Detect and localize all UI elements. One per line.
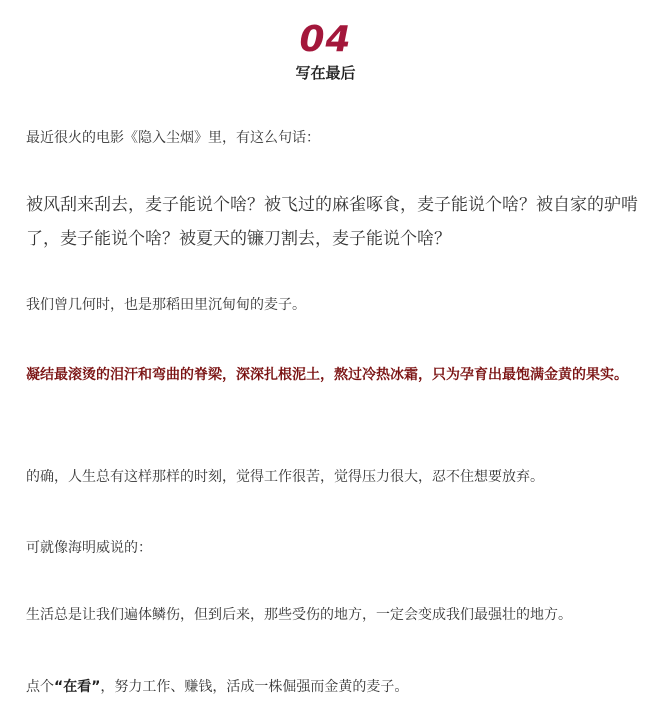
- paragraph-hemingway-intro: 可就像海明威说的：: [26, 540, 152, 556]
- section-title: 写在最后: [295, 64, 356, 82]
- paragraph-closing: [26, 677, 638, 697]
- section-number: 04: [299, 19, 352, 60]
- paragraph-hemingway-quote: 生活总是让我们遍体鳞伤，但到后来，那些受伤的地方，一定会变成我们最强壮的地方。: [26, 607, 572, 623]
- paragraph-wheat: 我们曾几何时，也是那稻田里沉甸甸的麦子。: [26, 297, 306, 313]
- paragraph-hardship: 的确，人生总有这样那样的时刻，觉得工作很苦，觉得压力很大，忍不住想要放弃。: [26, 469, 544, 485]
- paragraph-intro: 最近很火的电影《隐入尘烟》里，有这么句话：: [26, 130, 320, 146]
- paragraph-highlight: 凝结最滚烫的泪汗和弯曲的脊梁，深深扎根泥土，熬过冷热冰霜，只为孕育出最饱满金黄的果实。: [26, 367, 628, 383]
- closing-text-after: ，努力工作、赚钱，活成一株倔强而金黄的麦子。: [100, 679, 409, 695]
- paragraph-movie-quote: 被风刮来刮去，麦子能说个啥？被飞过的麻雀啄食，麦子能说个啥？被自家的驴啃了，麦子能说个啥？被夏天的镰刀割去，麦子能说个啥？: [26, 195, 638, 249]
- closing-emphasis: “在看”: [54, 679, 101, 695]
- closing-text-before: 点个: [26, 679, 54, 695]
